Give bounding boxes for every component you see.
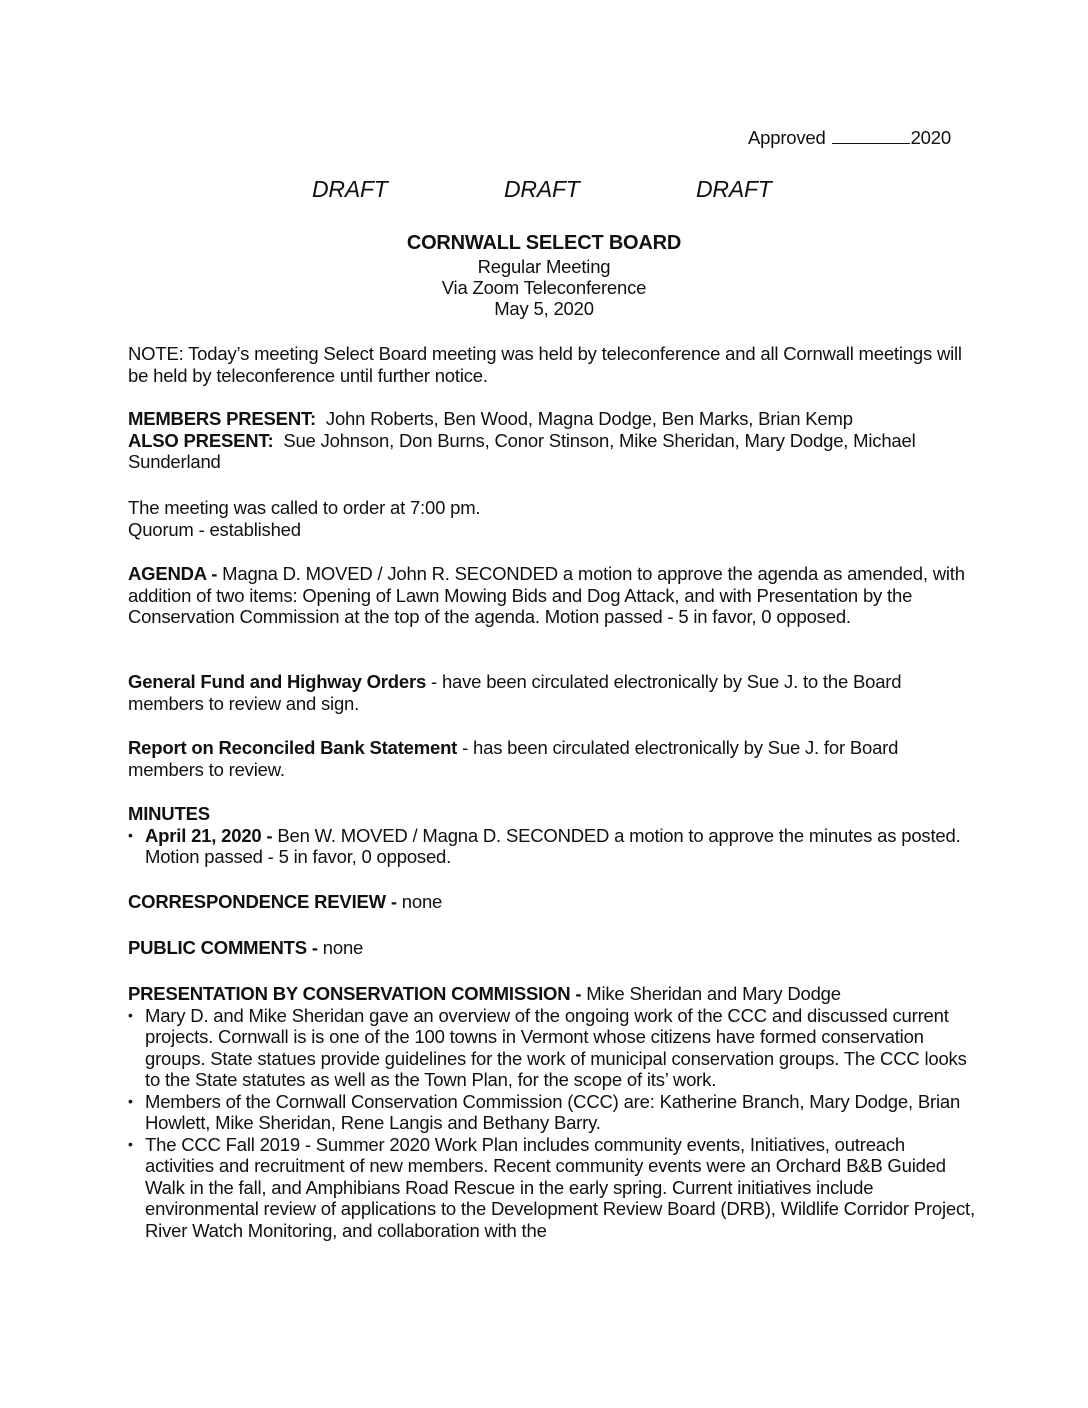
list-item: • Members of the Cornwall Conservation Commission (CCC) are: Katherine Branch, Mary Dodge, Brian Howlett, Mike Sheridan, Rene Langis and Bethany Barry. (128, 1090, 961, 1133)
draft-watermark-2: DRAFT (504, 176, 580, 202)
meeting-venue: Via Zoom Teleconference (441, 277, 647, 298)
bank-statement-text: - has been circulated electronically by Sue J. for Board members to review. (128, 737, 899, 780)
correspondence-section (128, 891, 968, 913)
minutes-section (128, 803, 968, 868)
also-present (128, 430, 968, 473)
attendance-section (128, 408, 968, 473)
presentation-list (128, 1005, 978, 1242)
list-item: • The CCC Fall 2019 - Summer 2020 Work Plan includes community events, Initiatives, outreach activities and recruitment of new members. Recent community events were an Orchard B&B Guided Walk in the fall, and Amphibians Road Rescue in the early spring. Current initiatives include environmental review of applications to the Development Review Board (DRB), Wildlife Corridor Project, River Watch Monitoring, and collaboration with the (128, 1133, 975, 1241)
also-present-label: ALSO PRESENT: (128, 429, 274, 451)
bullet-icon: • (128, 1006, 133, 1023)
approved-label: Approved (748, 127, 826, 148)
general-fund-section (128, 671, 968, 714)
meeting-type: Regular Meeting (477, 256, 611, 277)
presentation-presenters: Mike Sheridan and Mary Dodge (586, 983, 841, 1004)
members-present-list: John Roberts, Ben Wood, Magna Dodge, Ben Marks, Brian Kemp (325, 408, 853, 429)
members-present (128, 408, 968, 430)
correspondence-label: CORRESPONDENCE REVIEW - (128, 891, 397, 912)
list-item (128, 825, 968, 868)
note-paragraph (128, 343, 968, 386)
public-comments-label: PUBLIC COMMENTS - (128, 937, 318, 958)
minutes-list (128, 825, 968, 868)
minutes-date: April 21, 2020 - (145, 824, 273, 846)
bullet-icon: • (128, 826, 133, 843)
approval-line (748, 127, 951, 149)
bank-statement-section (128, 737, 968, 780)
also-present-list: Sue Johnson, Don Burns, Conor Stinson, Mike Sheridan, Mary Dodge, Michael Sunderland (128, 429, 916, 472)
draft-watermark-1: DRAFT (312, 176, 388, 202)
bullet-icon: • (128, 1092, 133, 1109)
bank-statement-label: Report on Reconciled Bank Statement (128, 737, 458, 758)
members-present-label: MEMBERS PRESENT: (128, 408, 316, 429)
meeting-date: May 5, 2020 (494, 298, 594, 319)
minutes-text: Ben W. MOVED / Magna D. SECONDED a motion to approve the minutes as posted. Motion passed - 5 in favor, 0 opposed. (145, 824, 961, 867)
general-fund-text: - have been circulated electronically by Sue J. to the Board members to review and sign. (128, 671, 902, 714)
public-comments-section (128, 937, 968, 959)
bullet-icon: • (128, 1135, 133, 1152)
document-title: CORNWALL SELECT BOARD (406, 232, 682, 254)
presentation-section (128, 983, 978, 1241)
minutes-heading: MINUTES (128, 803, 210, 824)
call-to-order-section (128, 497, 968, 540)
public-comments-text: none (322, 937, 364, 958)
note-text: NOTE: Today’s meeting Select Board meeting was held by teleconference and all Cornwall meetings will be held by teleconference until further notice. (128, 343, 962, 386)
agenda-section (128, 563, 968, 628)
general-fund-label: General Fund and Highway Orders (128, 671, 427, 692)
draft-watermark-3: DRAFT (696, 176, 772, 202)
document-header (0, 233, 1088, 319)
approval-date-blank (832, 129, 910, 144)
correspondence-text: none (401, 891, 443, 912)
list-item: • Mary D. and Mike Sheridan gave an overview of the ongoing work of the CCC and discussed current projects. Cornwall is is one of the 100 towns in Vermont whose citizens have formed conservation groups. State statues provide guidelines for the work of municipal conservation groups. The CCC looks to the State statutes as well as the Town Plan, for the scope of its’ work. (128, 1004, 967, 1090)
agenda-label: AGENDA - (128, 563, 218, 584)
approved-year: 2020 (910, 127, 951, 148)
presentation-label: PRESENTATION BY CONSERVATION COMMISSION - (128, 983, 582, 1004)
quorum-text: Quorum - established (128, 518, 301, 540)
call-to-order-text: The meeting was called to order at 7:00 pm. (128, 497, 481, 518)
agenda-text: Magna D. MOVED / John R. SECONDED a motion to approve the agenda as amended, with addition of two items: Opening of Lawn Mowing Bids and Dog Attack, and with Presentation by the Conservation Commission at the top of the agenda. Motion passed - 5 in favor, 0 opposed. (128, 563, 965, 627)
